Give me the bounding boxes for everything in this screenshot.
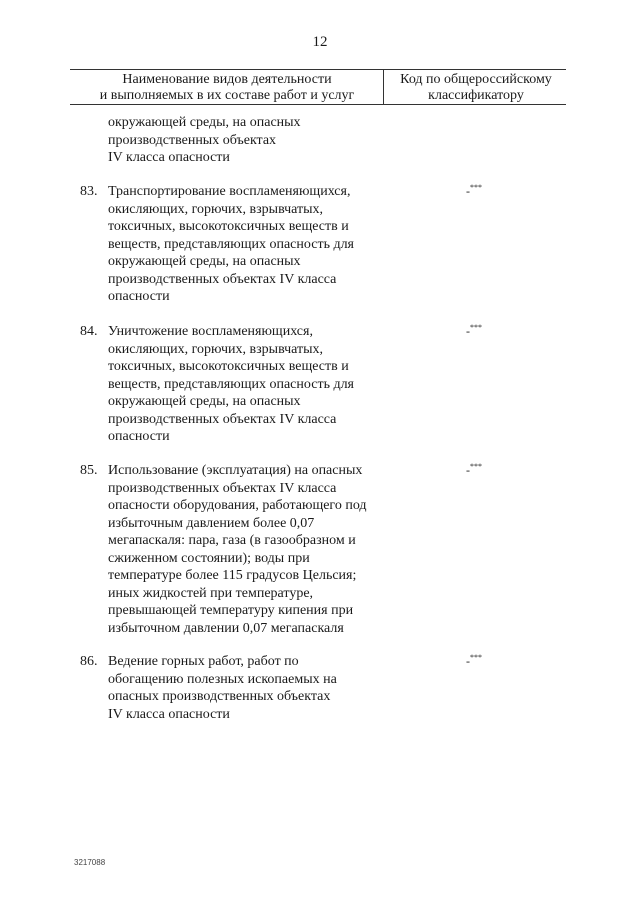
item-code xyxy=(466,319,482,341)
item-code xyxy=(466,179,482,201)
document-id: 3217088 xyxy=(74,858,106,867)
page-number: 12 xyxy=(312,34,328,50)
item-code-dash: - xyxy=(466,654,470,668)
item-code-dash: - xyxy=(466,324,470,338)
column-header-classifier-code-text: Код по общероссийскому классификатору xyxy=(400,72,552,103)
item-description: Использование (эксплуатация) на опасных производственных объектах IV класса опасности оборудования, работающего под избыточным давлением более 0,07 мегапаскаля: пара, газа (в газообразном и сжиженном состоянии); воды при температуре более 115 градусов Цельсия; иных жидкостей при температуре, превышающей температуру кипения при избыточном давлении 0,07 мегапаскаля xyxy=(108,463,367,636)
item-description: Ведение горных работ, работ по обогащению полезных ископаемых на опасных производственных объектах IV класса опасности xyxy=(108,654,337,722)
item-code-footnote-mark: *** xyxy=(470,462,482,471)
item-number: 83. xyxy=(80,184,98,199)
item-description: Уничтожение воспламеняющихся, окисляющих, горючих, взрывчатых, токсичных, высокотоксичных веществ и веществ, представляющих опасность для окружающей среды, на опасных производственных объектах IV класса опасности xyxy=(108,324,354,444)
item-number: 86. xyxy=(80,654,98,669)
item-code-footnote-mark: *** xyxy=(470,653,482,662)
item-code-footnote-mark: *** xyxy=(470,323,482,332)
item-description: Транспортирование воспламеняющихся, окисляющих, горючих, взрывчатых, токсичных, высокотоксичных веществ и веществ, представляющих опасность для окружающей среды, на опасных производственных объектах IV класса опасности xyxy=(108,184,354,304)
item-number: 84. xyxy=(80,324,98,339)
column-header-activity-name xyxy=(72,72,382,104)
table-header-top-rule xyxy=(70,69,566,70)
item-code-footnote-mark: *** xyxy=(470,183,482,192)
column-header-classifier-code xyxy=(386,72,566,104)
item-code xyxy=(466,458,482,480)
item-code-dash: - xyxy=(466,463,470,477)
table-header-bottom-rule xyxy=(70,104,566,105)
continuation-text: окружающей среды, на опасных производственных объектах IV класса опасности xyxy=(108,115,301,165)
item-code-dash: - xyxy=(466,184,470,198)
table-header-divider xyxy=(383,69,384,104)
item-code xyxy=(466,649,482,671)
item-number: 85. xyxy=(80,463,98,478)
column-header-activity-name-text: Наименование видов деятельности и выполняемых в их составе работ и услуг xyxy=(99,72,355,103)
